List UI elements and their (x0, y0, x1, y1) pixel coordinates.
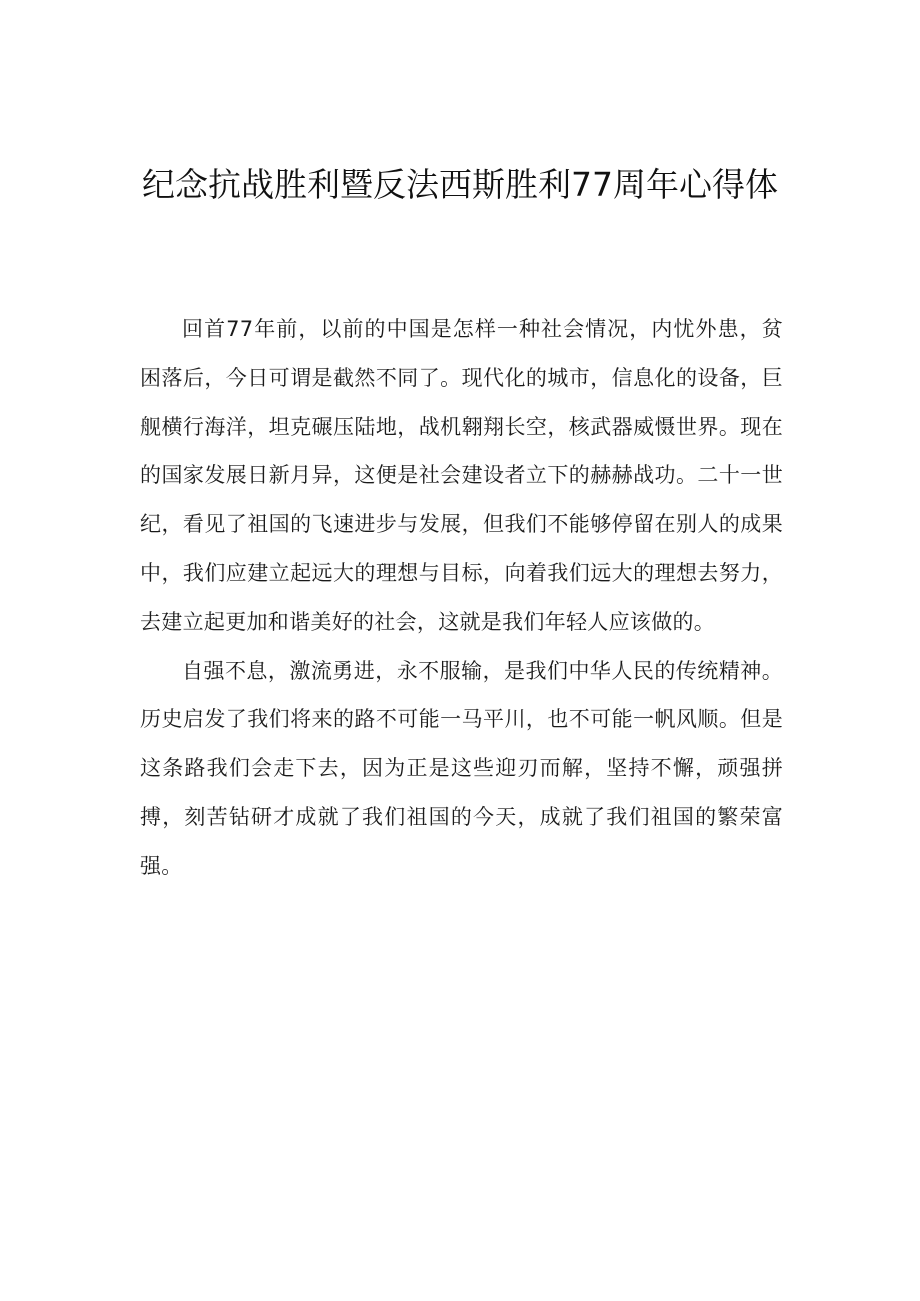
paragraph-2: 自强不息，激流勇进，永不服输，是我们中华人民的传统精神。历史启发了我们将来的路不可能一马平川，也不可能一帆风顺。但是这条路我们会走下去，因为正是这些迎刃而解，坚持不懈，顽强拼搏，刻苦钻研才成就了我们祖国的今天，成就了我们祖国的繁荣富强。 (140, 658, 783, 878)
paragraph-1: 回首77年前，以前的中国是怎样一种社会情况，内忧外患，贫困落后，今日可谓是截然不同了。现代化的城市，信息化的设备，巨舰横行海洋，坦克碾压陆地，战机翱翔长空，核武器威慑世界。现在的国家发展日新月异，这便是社会建设者立下的赫赫战功。二十一世纪，看见了祖国的飞速进步与发展，但我们不能够停留在别人的成果中，我们应建立起远大的理想与目标，向着我们远大的理想去努力，去建立起更加和谐美好的社会，这就是我们年轻人应该做的。 (140, 317, 783, 634)
document-title: 纪念抗战胜利暨反法西斯胜利77周年心得体 (142, 165, 778, 204)
document-body (140, 305, 783, 891)
